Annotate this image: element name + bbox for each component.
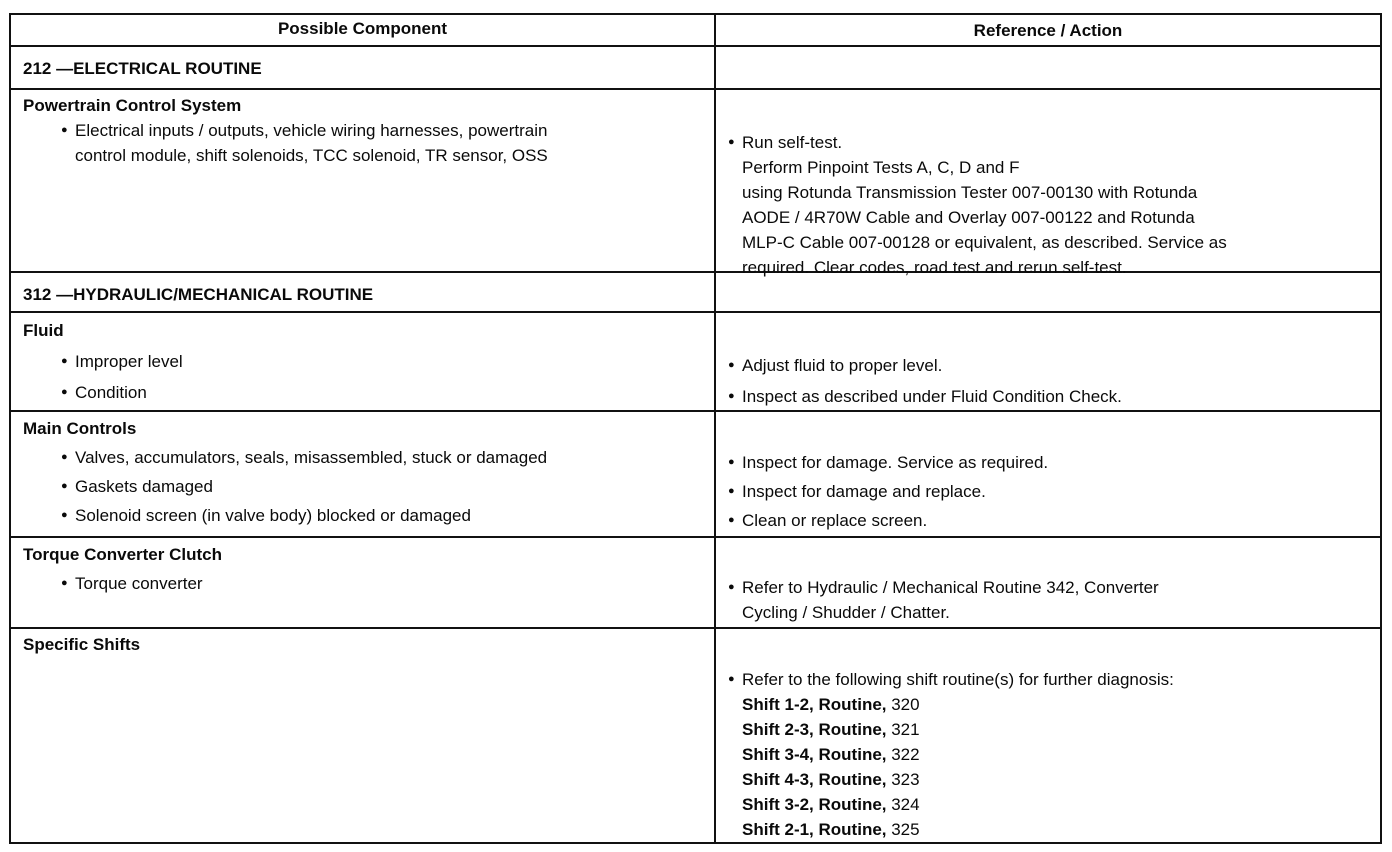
tcc-title: Torque Converter Clutch — [23, 545, 222, 564]
shifts-title: Specific Shifts — [23, 635, 141, 654]
shift-routine-number: 325 — [886, 820, 920, 839]
column-divider — [714, 15, 716, 842]
row-divider — [11, 88, 1380, 90]
shift-routine-name: Shift 3-2, Routine, — [742, 795, 887, 814]
list-item: ● Inspect for damage. Service as required. — [728, 448, 1378, 477]
shift-routine-number: 321 — [886, 720, 920, 739]
shift-routine-number: 324 — [886, 795, 920, 814]
shift-routine-name: Shift 3-4, Routine, — [742, 745, 887, 764]
list-item: ● Torque converter — [61, 569, 703, 598]
row-divider — [11, 627, 1380, 629]
powertrain-action-cell — [728, 130, 1378, 280]
list-item: ● Inspect as described under Fluid Condition Check. — [728, 381, 1378, 412]
shift-routine-item — [742, 767, 1378, 792]
list-item: ● Valves, accumulators, seals, misassembled, stuck or damaged — [61, 443, 703, 472]
fluid-action-cell — [728, 350, 1378, 412]
row-divider — [11, 536, 1380, 538]
tcc-action-cell — [728, 575, 1378, 625]
list-item: ● Refer to the following shift routine(s) for further diagnosis: Shift 1-2, Routine, 320 Shift 2-3, Routine, 321 Shift 3-4, Routine, 322 Shift 4-3, Routine, 323 Shift 3-2, Routine, 324 Shift 2-1, Routine, 325 — [728, 667, 1378, 842]
shift-routine-name: Shift 1-2, Routine, — [742, 695, 887, 714]
shift-routine-item — [742, 817, 1378, 842]
routine-312-title: 312 —HYDRAULIC/MECHANICAL ROUTINE — [23, 285, 374, 304]
powertrain-title: Powertrain Control System — [23, 96, 242, 115]
row-divider — [11, 45, 1380, 47]
shift-routine-number: 322 — [886, 745, 920, 764]
shift-routine-number: 320 — [886, 695, 920, 714]
diagnostic-table — [9, 13, 1382, 844]
routine-212-title: 212 —ELECTRICAL ROUTINE — [23, 59, 262, 78]
fluid-component-cell — [23, 315, 703, 408]
list-item: ● Condition — [61, 377, 703, 408]
fluid-title: Fluid — [23, 321, 64, 340]
shift-routine-item — [742, 717, 1378, 742]
shifts-action-cell — [728, 667, 1378, 842]
shift-routine-name: Shift 2-1, Routine, — [742, 820, 887, 839]
column-header-action: Reference / Action — [973, 21, 1123, 40]
row-divider — [11, 311, 1380, 313]
shift-routine-name: Shift 2-3, Routine, — [742, 720, 887, 739]
list-item: ● Clean or replace screen. — [728, 506, 1378, 535]
list-item: ● Electrical inputs / outputs, vehicle wiring harnesses, powertrain control module, shift solenoids, TCC solenoid, TR sensor, OSS — [61, 118, 703, 168]
shift-routine-list — [742, 692, 1378, 842]
list-item: ● Inspect for damage and replace. — [728, 477, 1378, 506]
shift-routine-item — [742, 742, 1378, 767]
list-item: ● Adjust fluid to proper level. — [728, 350, 1378, 381]
main-controls-action-cell — [728, 448, 1378, 535]
main-controls-title: Main Controls — [23, 419, 137, 438]
shift-routine-number: 323 — [886, 770, 920, 789]
list-item: ● Refer to Hydraulic / Mechanical Routine 342, Converter Cycling / Shudder / Chatter. — [728, 575, 1378, 625]
shift-routine-name: Shift 4-3, Routine, — [742, 770, 887, 789]
list-item: ● Solenoid screen (in valve body) blocked or damaged — [61, 501, 703, 530]
column-header-component: Possible Component — [277, 19, 448, 38]
tcc-component-cell — [23, 540, 703, 598]
main-controls-component-cell — [23, 414, 703, 530]
list-item: ● Run self-test. Perform Pinpoint Tests A, C, D and F using Rotunda Transmission Tester 007-00130 with Rotunda AODE / 4R70W Cable and Overlay 007-00122 and Rotunda MLP-C Cable 007-00128 or equivalent, as described. Service as required. Clear codes, road test and rerun self-test. — [728, 130, 1378, 280]
list-item: ● Improper level — [61, 346, 703, 377]
list-item: ● Gaskets damaged — [61, 472, 703, 501]
powertrain-component-cell — [23, 93, 703, 168]
shift-routine-item — [742, 692, 1378, 717]
shift-routine-item — [742, 792, 1378, 817]
